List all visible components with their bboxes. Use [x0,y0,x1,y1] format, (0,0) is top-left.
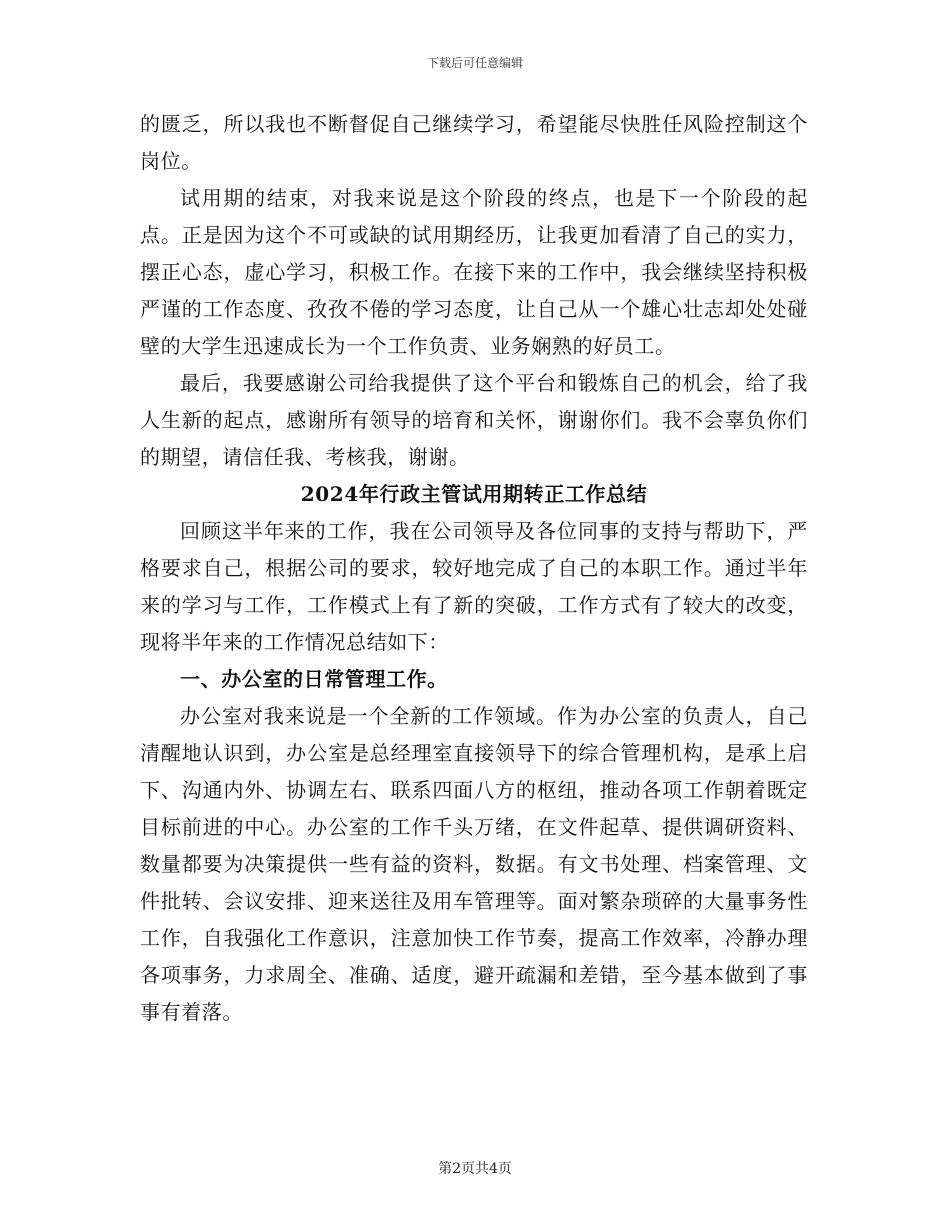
document-body [140,106,808,1031]
header-note: 下载后可任意编辑 [426,56,523,70]
page-number: 第2页共4页 [438,1161,512,1177]
paragraph-office-work: 办公室对我来说是一个全新的工作领域。作为办公室的负责人，自己清醒地认识到，办公室是总经理室直接领导下的综合管理机构，是承上启下、沟通内外、协调左右、联系四面八方的枢纽，推动各项工作朝着既定目标前进的中心。办公室的工作千头万绪，在文件起草、提供调研资料、数量都要为决策提供一些有益的资料，数据。有文书处理、档案管理、文件批转、会议安排、迎来送往及用车管理等。面对繁杂琐碎的大量事务性工作，自我强化工作意识，注意加快工作节奏，提高工作效率，冷静办理各项事务，力求周全、准确、适度，避开疏漏和差错，至今基本做到了事事有着落。 [140,704,808,1024]
document-title: 2024年行政主管试用期转正工作总结 [300,482,648,506]
paragraph-thanks: 最后，我要感谢公司给我提供了这个平台和锻炼自己的机会，给了我人生新的起点，感谢所有领导的培育和关怀，谢谢你们。我不会辜负你们的期望，请信任我、考核我，谢谢。 [140,371,808,469]
paragraph-probation-end: 试用期的结束，对我来说是这个阶段的终点，也是下一个阶段的起点。正是因为这个不可或缺的试用期经历，让我更加看清了自己的实力，摆正心态，虚心学习，积极工作。在接下来的工作中，我会继续坚持积极严谨的工作态度、孜孜不倦的学习态度，让自己从一个雄心壮志却处处碰壁的大学生迅速成长为一个工作负责、业务娴熟的好员工。 [140,186,808,358]
paragraph-review: 回顾这半年来的工作，我在公司领导及各位同事的支持与帮助下，严格要求自己，根据公司的要求，较好地完成了自己的本职工作。通过半年来的学习与工作，工作模式上有了新的突破，工作方式有了较大的改变，现将半年来的工作情况总结如下： [140,519,808,654]
paragraph-continuation: 的匮乏，所以我也不断督促自己继续学习，希望能尽快胜任风险控制这个岗位。 [140,112,808,173]
section-heading: 一、办公室的日常管理工作。 [180,667,448,691]
